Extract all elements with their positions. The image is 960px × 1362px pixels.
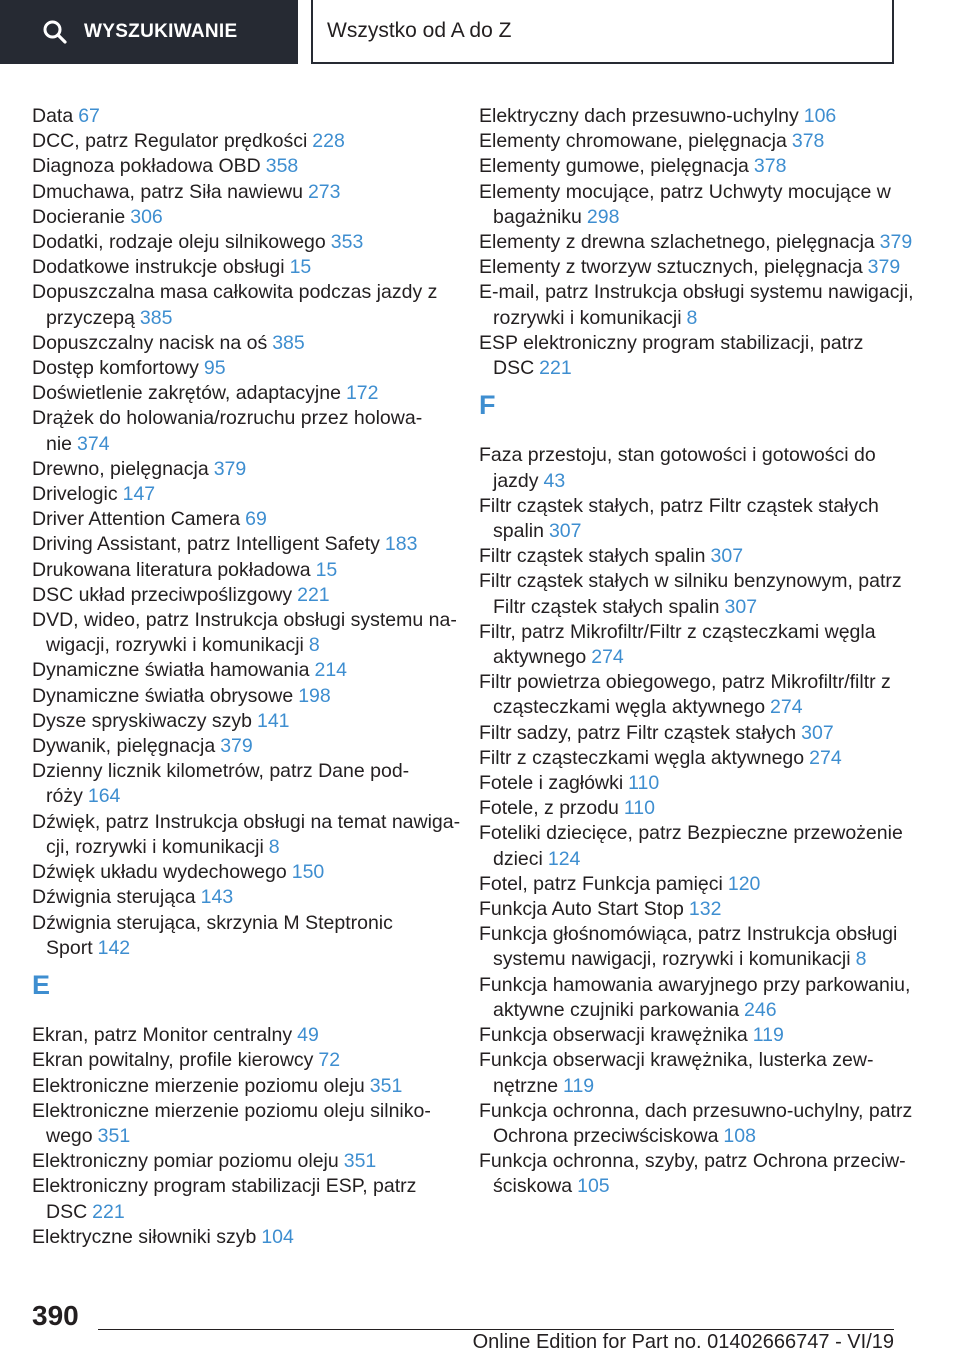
page-reference-link[interactable]: 105 [577,1175,610,1198]
index-entry [32,558,462,583]
index-entry [32,406,462,456]
page-reference-link[interactable]: 378 [791,130,825,153]
index-entry-text: Elektroniczny pomiar poziomu oleju [32,1150,339,1173]
index-entry-text: Funkcja głośnomówiąca, patrz Instrukcja obsługi systemu nawigacji, rozrywki i komunikacji [479,923,898,971]
index-entry-text: DCC, patrz Regulator prędkości [32,130,308,153]
page-reference-link[interactable]: 379 [879,231,913,254]
index-entry [32,1099,462,1149]
index-entry [32,230,462,255]
page-reference-link[interactable]: 379 [220,735,253,758]
index-entry [32,381,462,406]
index-entry-text: Elektryczny dach przesuwno-uchylny [479,105,799,127]
page-reference-link[interactable]: 110 [628,772,660,795]
page-reference-link[interactable]: 43 [543,469,566,492]
index-entry [479,443,919,493]
index-entry-text: Ekran, patrz Monitor centralny [32,1024,293,1047]
index-entry [479,746,919,771]
search-button[interactable] [0,0,298,64]
page-reference-link[interactable]: 298 [586,205,620,228]
index-entry-text: Dmuchawa, patrz Siła nawiewu [32,180,303,203]
page-reference-link[interactable]: 119 [752,1024,784,1047]
index-entry [479,569,919,619]
index-entry [479,620,919,670]
index-entry-text: DSC układ przeciwpoślizgowy [32,583,293,606]
index-entry-text: Elektroniczne mierzenie poziomu oleju silnikowego [32,1099,431,1147]
index-entry-text: Dynamiczne światła obrysowe [32,684,294,707]
page-reference-link[interactable]: 124 [547,847,581,870]
page-reference-link[interactable]: 104 [261,1225,294,1248]
index-entry-text: E-mail, patrz Instrukcja obsługi systemu nawigacji, rozrywki i komunikacji [479,281,914,329]
index-entry-text: Funkcja ochronna, szyby, patrz Ochrona przeciwściskowa [479,1150,906,1198]
index-entry [32,860,462,885]
index-entry [32,709,462,734]
index-entry-text: Funkcja obserwacji krawężnika, lusterka zewnętrzne [479,1049,874,1097]
page-reference-link[interactable]: 106 [803,105,837,127]
index-entry-text: Driver Attention Camera [32,508,241,531]
index-entry [32,1174,462,1224]
page-reference-link[interactable]: 274 [809,746,842,769]
page-reference-link[interactable]: 351 [369,1074,403,1097]
page-reference-link[interactable]: 142 [97,936,131,959]
index-entry [32,532,462,557]
index-entry [479,255,919,280]
index-entry-text: Ekran powitalny, profile kierowcy [32,1049,314,1072]
page-reference-link[interactable]: 198 [298,684,331,707]
page-reference-link[interactable]: 183 [384,533,418,556]
index-entry [479,897,919,922]
page-reference-link[interactable]: 119 [563,1074,595,1097]
index-entry-text: Elementy z drewna szlachetnego, pielęgnacja [479,231,875,254]
page-reference-link[interactable]: 150 [291,861,325,884]
footer-divider [98,1329,894,1330]
index-entry [479,280,919,330]
index-entry-text: Drążek do holowania/rozruchu przez holowanie [32,407,423,455]
page-reference-link[interactable]: 351 [343,1150,377,1173]
index-entry [32,482,462,507]
page-reference-link[interactable]: 307 [801,721,834,744]
index-entry [479,180,919,230]
index-a-to-z-label: Wszystko od A do Z [327,19,512,42]
index-entry [479,331,919,381]
page-reference-link[interactable]: 143 [200,886,234,909]
index-column-right [479,104,919,1200]
index-entry [479,154,919,179]
page-reference-link[interactable]: 378 [753,155,787,178]
index-entry-text: Elektroniczne mierzenie poziomu oleju [32,1074,365,1097]
page-number: 390 [32,1300,79,1331]
index-entry-text: Driving Assistant, patrz Intelligent Safety [32,533,380,556]
index-entry-text: Filtr powietrza obiegowego, patrz Mikrofiltr/filtr z cząsteczkami węgla aktywnego [479,671,891,719]
page-reference-link[interactable]: 110 [623,797,655,820]
index-entry [479,771,919,796]
index-entry-text: Fotel, patrz Funkcja pamięci [479,872,723,895]
page-reference-link[interactable]: 8 [308,634,320,657]
page-reference-link[interactable]: 8 [855,948,867,971]
index-entry-text: Funkcja hamowania awaryjnego przy parkowaniu, aktywne czujniki parkowania [479,973,911,1021]
page-reference-link[interactable]: 274 [591,646,624,669]
page-reference-link[interactable]: 246 [744,998,777,1021]
index-entry-text: Data [32,105,74,127]
footer-edition-text [473,1331,894,1354]
page-reference-link[interactable]: 351 [97,1124,131,1147]
page-reference-link[interactable]: 172 [345,382,379,405]
index-entry [479,821,919,871]
page-reference-link[interactable]: 69 [245,508,267,531]
index-entry [479,670,919,720]
page-reference-link[interactable]: 307 [710,545,744,568]
index-entry-text: Filtr sadzy, patrz Filtr cząstek stałych [479,721,797,744]
index-entry-text: Elektroniczny program stabilizacji ESP, patrz DSC [32,1175,417,1223]
page-reference-link[interactable]: 221 [539,357,572,380]
index-entry [479,796,919,821]
index-entry-text: Dźwignia sterująca [32,886,196,909]
index-entry [32,810,462,860]
index-entry-text: Doświetlenie zakrętów, adaptacyjne [32,382,341,405]
page-reference-link[interactable]: 273 [307,180,341,203]
page-reference-link[interactable]: 214 [314,659,348,682]
page-reference-link[interactable]: 385 [272,331,305,354]
page-reference-link[interactable]: 353 [330,231,364,254]
section-letter-f: F [479,390,496,421]
page-reference-link[interactable]: 307 [724,595,758,618]
page-reference-link[interactable]: 306 [130,205,163,228]
index-entry-text: Fotele, z przodu [479,797,619,820]
index-entry [32,104,462,129]
index-entry-text: Dynamiczne światła hamowania [32,659,310,682]
page-reference-link[interactable]: 141 [256,709,290,732]
index-entry-text: Dopuszczalna masa całkowita podczas jazdy z przyczepą [32,281,438,329]
index-entry [32,129,462,154]
page-reference-link[interactable]: 120 [727,872,761,895]
index-entry [32,205,462,230]
page-reference-link[interactable]: 221 [297,583,330,606]
top-navigation-bar [0,0,960,66]
page-reference-link[interactable]: 379 [867,256,901,279]
page-reference-link[interactable]: 385 [139,306,173,329]
page-reference-link[interactable]: 49 [297,1024,319,1047]
index-entry-text: Drukowana literatura pokładowa [32,558,311,581]
index-entry-text: Drivelogic [32,483,118,506]
search-icon [42,19,68,45]
index-entry [32,658,462,683]
index-entry-text: Fotele i zagłówki [479,772,624,795]
index-entry-text: Elementy gumowe, pielęgnacja [479,155,749,178]
index-entry-text: Filtr cząstek stałych spalin [479,545,706,568]
index-entry [479,129,919,154]
page-reference-link[interactable]: 147 [122,483,156,506]
page-reference-link[interactable]: 72 [318,1049,341,1072]
index-entry [479,872,919,897]
index-entry [479,1099,919,1149]
page-reference-link[interactable]: 8 [268,835,280,858]
index-entry [32,180,462,205]
index-entry [32,331,462,356]
index-entry [479,1023,919,1048]
index-entry [32,1048,462,1073]
index-entry-text: Filtr z cząsteczkami węgla aktywnego [479,746,805,769]
index-entry [479,973,919,1023]
index-entry-text: Dodatki, rodzaje oleju silnikowego [32,231,326,254]
index-entry-text: Elementy chromowane, pielęgnacja [479,130,787,153]
page-reference-link[interactable]: 307 [548,520,582,543]
page-reference-link[interactable]: 95 [203,357,226,380]
index-entry [32,457,462,482]
index-entry [32,280,462,330]
search-button-label: WYSZUKIWANIE [84,21,238,42]
page-reference-link[interactable]: 132 [688,898,722,921]
index-entry [32,255,462,280]
index-entry-text: Dopuszczalny nacisk na oś [32,331,268,354]
index-entry-text: Filtr cząstek stałych, patrz Filtr cząstek stałych spalin [479,494,879,543]
index-entry [32,759,462,809]
index-entry-text: Dźwięk układu wydechowego [32,861,287,884]
index-entry [32,911,462,961]
index-entry-text: Elementy mocujące, patrz Uchwyty mocujące w bagażniku [479,180,891,228]
index-entry [479,1048,919,1098]
index-entry [32,1225,462,1250]
section-letter-e: E [32,969,51,1000]
page-reference-link[interactable]: 374 [77,432,110,455]
index-column-left [32,104,462,1250]
index-entry [32,1023,462,1048]
index-entry-text: Drewno, pielęgnacja [32,457,209,480]
index-entry-text: ESP elektroniczny program stabilizacji, patrz DSC [479,331,864,380]
index-entry-text: DVD, wideo, patrz Instrukcja obsługi systemu nawigacji, rozrywki i komunikacji [32,609,457,657]
index-entry-text: Elektryczne siłowniki szyb [32,1225,257,1248]
index-entry-text: Diagnoza pokładowa OBD [32,155,261,178]
page-reference-link[interactable]: 8 [686,306,698,329]
index-entry [479,230,919,255]
index-entry [32,154,462,179]
index-entry [479,721,919,746]
page-reference-link[interactable]: 15 [315,558,338,581]
index-entry-text: Dzienny licznik kilometrów, patrz Dane podróży [32,760,410,808]
page-reference-link[interactable]: 358 [265,155,299,178]
page-reference-link[interactable]: 164 [87,785,121,808]
index-entry [32,734,462,759]
index-entry [32,684,462,709]
edition-label: Online Edition for Part no. 01402666747 - VI/19 [472,1331,894,1353]
index-entry [479,922,919,972]
index-entry-text: Elementy z tworzyw sztucznych, pielęgnacja [479,256,863,279]
index-entry-text: Dywanik, pielęgnacja [32,735,216,758]
index-entry [479,104,919,129]
page-reference-link[interactable]: 221 [92,1200,125,1223]
index-a-to-z-tab[interactable] [311,0,894,64]
index-entry [32,507,462,532]
index-entry-text: Dźwignia sterująca, skrzynia M Steptronic Sport [32,911,393,959]
index-entry-text: Dostęp komfortowy [32,357,199,380]
index-entry-text: Funkcja ochronna, dach przesuwno-uchylny, patrz Ochrona przeciwściskowa [479,1099,913,1147]
page-reference-link[interactable]: 67 [78,105,100,127]
index-entry [32,608,462,658]
page-reference-link[interactable]: 228 [312,130,345,153]
page-reference-link[interactable]: 108 [723,1124,756,1147]
index-entry [32,583,462,608]
index-entry [479,544,919,569]
index-entry-text: Docieranie [32,205,126,228]
index-entry-text: Funkcja obserwacji krawężnika [479,1024,748,1047]
index-entry [479,1149,919,1199]
index-entry [479,494,919,544]
index-entry [32,356,462,381]
index-entry-text: Funkcja Auto Start Stop [479,898,684,921]
index-entry [32,1074,462,1099]
page-reference-link[interactable]: 15 [289,256,312,279]
index-entry-text: Faza przestoju, stan gotowości i gotowości do jazdy [479,444,876,492]
index-entry [32,1149,462,1174]
index-entry-text: Filtr cząstek stałych w silniku benzynowym, patrz Filtr cząstek stałych spalin [479,570,902,618]
index-entry-text: Filtr, patrz Mikrofiltr/Filtr z cząsteczkami węgla aktywnego [479,620,876,669]
index-entry [32,885,462,910]
index-entry-text: Dźwięk, patrz Instrukcja obsługi na temat nawigacji, rozrywki i komunikacji [32,810,461,858]
index-entry-text: Dysze spryskiwaczy szyb [32,709,252,732]
page-reference-link[interactable]: 274 [770,696,803,719]
index-entry-text: Dodatkowe instrukcje obsługi [32,256,285,279]
index-entry-text: Foteliki dziecięce, patrz Bezpieczne przewożenie dzieci [479,822,903,870]
page-reference-link[interactable]: 379 [213,457,247,480]
